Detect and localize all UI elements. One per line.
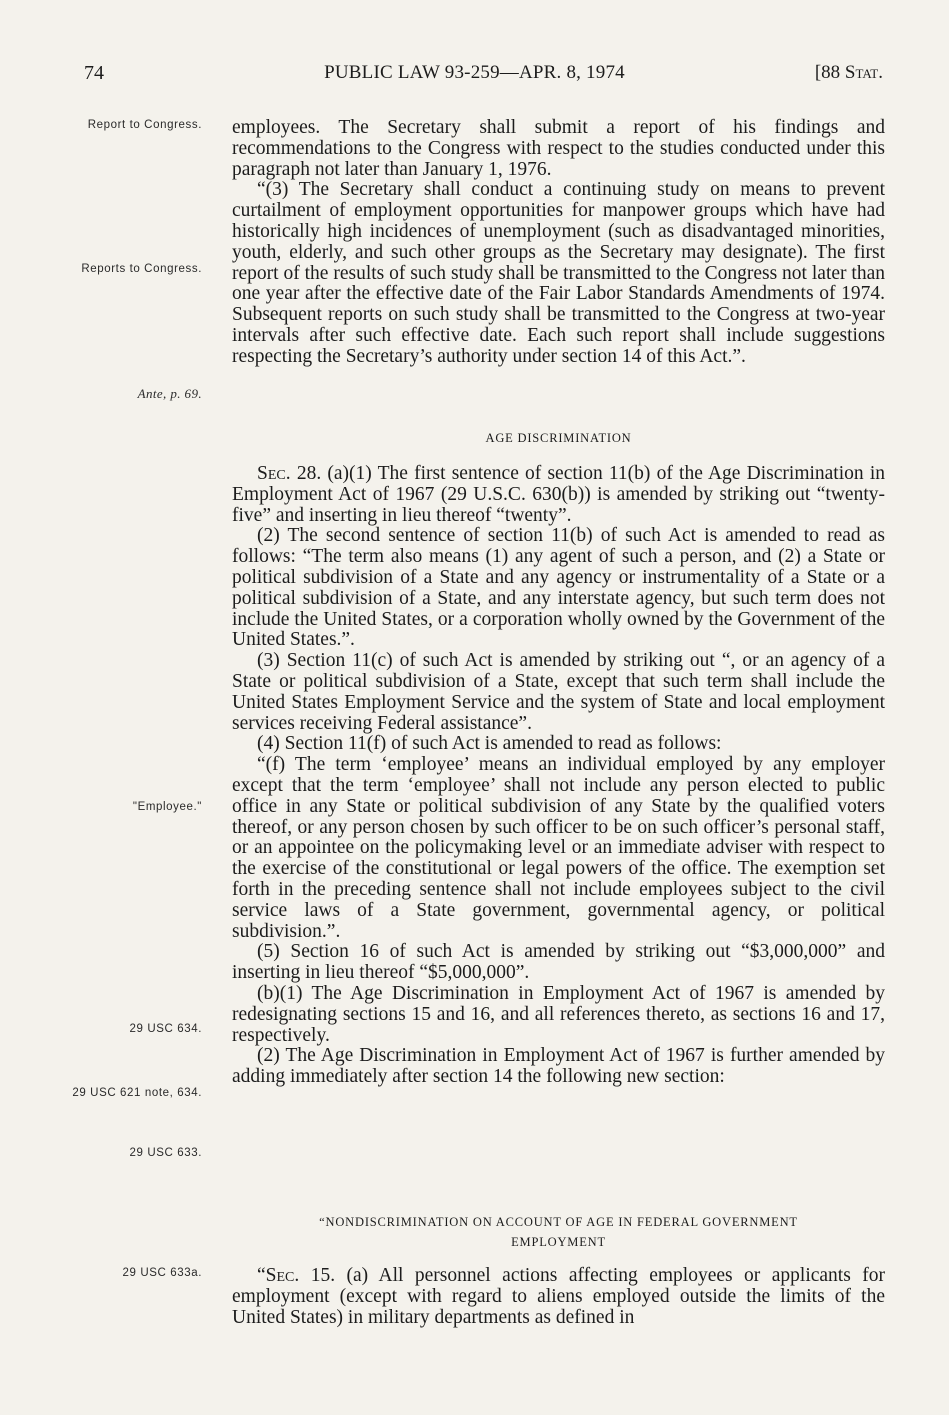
paragraph-10: (2) The Age Discrimination in Employment Act of 1967 is further amended by adding immediately after section 14 the following new section:: [232, 1045, 885, 1088]
running-title: PUBLIC LAW 93-259—APR. 8, 1974: [324, 62, 625, 83]
page-number: 74: [84, 62, 104, 84]
margin-note-reports: Reports to Congress.: [81, 263, 202, 275]
volume-number: [88: [814, 62, 845, 83]
heading-age-discrimination: AGE DISCRIMINATION: [485, 431, 632, 445]
page-header: [0, 62, 949, 92]
body-block-2: [232, 464, 885, 1088]
paragraph-6: (4) Section 11(f) of such Act is amended to read as follows:: [257, 733, 722, 755]
margin-note-report: Report to Congress.: [87, 119, 202, 131]
margin-note-ante: Ante, p. 69.: [137, 386, 202, 401]
paragraph-4: (2) The second sentence of section 11(b) of such Act is amended to read as follows: “The term also means (1) any agent of such a person, and (2) a State or political subdivision of a State and any agency or instrumentality of a State or a political subdivision of a State, and any interstate agency, but such term does not include the United States, or a corporation wholly owned by the Government of the United States.”.: [232, 525, 885, 651]
paragraph-3: [232, 464, 885, 526]
paragraph-2: “(3) The Secretary shall conduct a continuing study on means to prevent curtailment of employment opportunities for manpower groups which have had historically high incidences of unemployment (such as disadvantaged minorities, youth, elderly, and such other groups as the Secretary may designate). The first report of the results of such study shall be transmitted to the Congress not later than one year after the effective date of the Fair Labor Standards Amendments of 1974. Subsequent reports on such study shall be transmitted to the Congress at two-year intervals after such effective date. Each such report shall include suggestions respecting the Secretary’s authority under section 14 of this Act.”.: [232, 179, 885, 367]
margin-note-employee: "Employee.": [132, 801, 202, 813]
paragraph-8: (5) Section 16 of such Act is amended by striking out “$3,000,000” and inserting in lieu thereof “$5,000,000”.: [232, 941, 885, 984]
heading-nondiscrimination-line-2: EMPLOYMENT: [511, 1235, 606, 1249]
margin-note-29usc621: 29 USC 621 note, 634.: [72, 1087, 202, 1099]
margin-note-29usc633a: 29 USC 633a.: [122, 1267, 202, 1279]
paragraph-9: (b)(1) The Age Discrimination in Employment Act of 1967 is amended by redesignating sections 15 and 16, and all references thereto, as sections 16 and 17, respectively.: [232, 982, 885, 1046]
volume-reference: [815, 62, 883, 84]
paragraph-7: “(f) The term ‘employee’ means an individual employed by any employer except that the term ‘employee’ shall not include any person elected to public office in any State or political subdivision of any State by the qualified voters thereof, or any person chosen by such officer to be on such officer’s personal staff, or an appointee on the policymaking level or an immediate adviser with respect to the exercise of the constitutional or legal powers of the office. The exemption set forth in the preceding sentence shall not include employees subject to the civil service laws of a State government, governmental agency, or political subdivision.”.: [232, 754, 885, 942]
paragraph-11: [232, 1266, 885, 1328]
paragraph-1: employees. The Secretary shall submit a report of his findings and recommendations to the Congress with respect to the studies conducted under this paragraph not later than January 1, 1976.: [232, 117, 885, 180]
paragraph-3-text: 28. (a)(1) The first sentence of section 11(b) of the Age Discrimination in Employment Act of 1967 (29 U.S.C. 630(b)) is amended by striking out “twenty-five” and inserting in lieu thereof “twenty”.: [232, 463, 885, 526]
sec-15-label: “Sec.: [257, 1265, 300, 1286]
body-block-3: [232, 1266, 885, 1328]
paragraph-5: (3) Section 11(c) of such Act is amended by striking out “, or an agency of a State or political subdivision of a State, except that such term shall include the United States Employment Service and the system of State and local employment services receiving Federal assistance”.: [232, 650, 885, 734]
paragraph-11-text: 15. (a) All personnel actions affecting employees or applicants for employment (except with regard to aliens employed outside the limits of the United States) in military departments as defined in: [232, 1265, 885, 1328]
sec-28-label: Sec.: [257, 463, 291, 484]
body-block-1: [232, 118, 885, 368]
margin-note-29usc634: 29 USC 634.: [129, 1023, 202, 1035]
heading-nondiscrimination: [232, 1212, 885, 1252]
volume-stat: Stat.: [844, 62, 883, 83]
margin-note-29usc633: 29 USC 633.: [129, 1147, 202, 1159]
heading-nondiscrimination-line-1: “NONDISCRIMINATION ON ACCOUNT OF AGE IN FEDERAL GOVERNMENT: [319, 1215, 798, 1229]
